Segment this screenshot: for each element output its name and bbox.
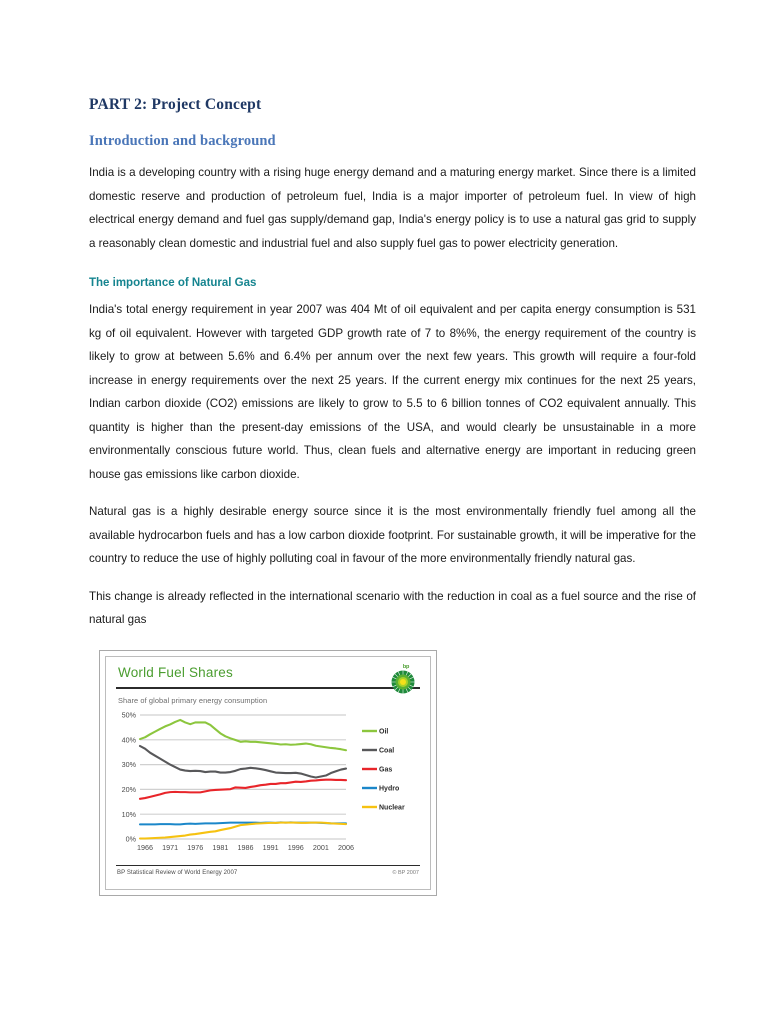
chart-title: World Fuel Shares bbox=[118, 664, 233, 680]
page-title: PART 2: Project Concept bbox=[89, 96, 262, 113]
svg-text:Gas: Gas bbox=[379, 766, 393, 774]
svg-text:10%: 10% bbox=[121, 809, 136, 819]
chart-card bbox=[99, 650, 437, 896]
svg-text:20%: 20% bbox=[121, 784, 136, 794]
svg-text:30%: 30% bbox=[121, 759, 136, 769]
svg-text:1971: 1971 bbox=[162, 842, 179, 852]
svg-text:2001: 2001 bbox=[312, 842, 329, 852]
figure-world-fuel-shares bbox=[99, 650, 439, 896]
svg-text:2006: 2006 bbox=[338, 842, 354, 852]
bp-logo bbox=[391, 664, 421, 696]
svg-text:1986: 1986 bbox=[237, 842, 254, 852]
section-heading-introduction: Introduction and background bbox=[89, 133, 276, 149]
paragraph-introduction: India is a developing country with a rising huge energy demand and a maturing energy market. Since there is a limited domestic reserve and production of petroleum fuel, India is a major importer of petroleum fuel. In view of high electrical energy demand and fuel gas supply/demand gap, India's energy policy is to use a natural gas grid to supply a reasonably clean domestic and industrial fuel and also supply fuel gas to power electricity generation. bbox=[89, 166, 696, 250]
chart-inner-frame bbox=[105, 656, 431, 890]
paragraph-energy-requirement: India's total energy requirement in year 2007 was 404 Mt of oil equivalent and per capita energy consumption is 531 kg of oil equivalent. However with targeted GDP growth rate of 7 to 8%%, the energy requirement of the country is likely to grow at between 5.6% and 6.4% per annum over the next few years. This growth will require a four-fold increase in energy requirements over the next 25 years. If the current energy mix continues for the next 25 years, Indian carbon dioxide (CO2) emissions are likely to grow to 5.5 to 6 billion tonnes of CO2 equivalent annually. This quantity is higher than the present-day emissions of the USA, and would clearly be unsustainable in a more environmentally conscious future world. Thus, clean fuels and alternative energy are important in reducing green house gas emissions like carbon dioxide. bbox=[89, 303, 696, 481]
chart-subtitle: Share of global primary energy consumption bbox=[118, 695, 268, 705]
sub-heading-natural-gas: The importance of Natural Gas bbox=[89, 277, 257, 289]
svg-text:Hydro: Hydro bbox=[379, 785, 400, 793]
chart-plot-area bbox=[114, 709, 422, 864]
svg-text:1991: 1991 bbox=[262, 842, 279, 852]
svg-text:Coal: Coal bbox=[379, 747, 395, 755]
svg-text:50%: 50% bbox=[121, 710, 136, 720]
svg-text:1976: 1976 bbox=[187, 842, 204, 852]
paragraph-natural-gas-benefits: Natural gas is a highly desirable energy source since it is the most environmentally friendly fuel among all the available hydrocarbon fuels and has a low carbon dioxide footprint. For sustainable growth, it will be imperative for the country to reduce the use of highly polluting coal in favour of the more environmentally friendly natural gas. bbox=[89, 505, 696, 565]
paragraph-international-scenario: This change is already reflected in the international scenario with the reduction in coal as a fuel source and the rise of natural gas bbox=[89, 589, 696, 626]
svg-text:1996: 1996 bbox=[287, 842, 304, 852]
svg-text:1981: 1981 bbox=[212, 842, 229, 852]
document-body bbox=[89, 96, 696, 896]
chart-svg bbox=[114, 709, 434, 861]
svg-text:40%: 40% bbox=[121, 734, 136, 744]
chart-source-note: BP Statistical Review of World Energy 2007 bbox=[117, 870, 238, 876]
chart-copyright: © BP 2007 bbox=[392, 870, 419, 876]
svg-text:Oil: Oil bbox=[379, 728, 389, 736]
svg-text:1966: 1966 bbox=[137, 842, 154, 852]
svg-text:Nuclear: Nuclear bbox=[379, 804, 405, 812]
svg-text:0%: 0% bbox=[125, 834, 136, 844]
chart-footer bbox=[117, 870, 419, 876]
chart-divider-bottom bbox=[116, 865, 420, 867]
chart-divider-top bbox=[116, 687, 420, 689]
bp-wordmark: bp bbox=[402, 663, 410, 670]
bp-helios-sunburst-icon bbox=[391, 670, 415, 694]
